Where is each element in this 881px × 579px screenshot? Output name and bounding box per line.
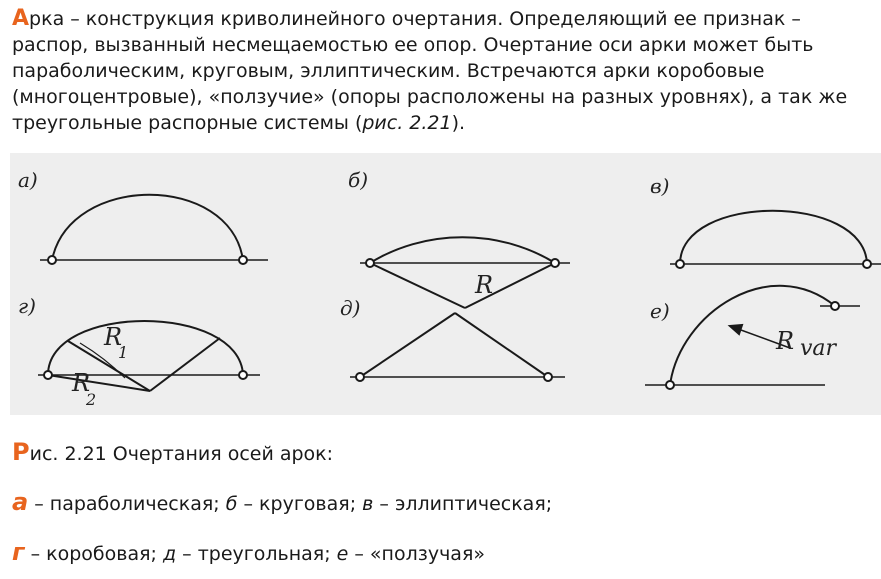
legend-d-letter: д (162, 543, 177, 565)
legend-a-text: – параболическая; (28, 493, 226, 515)
figure-caption (12, 439, 333, 467)
legend-b-text: – круговая; (237, 493, 363, 515)
label-g: г) (18, 294, 36, 318)
legend-b-letter: б (225, 493, 238, 515)
legend-line-1 (12, 488, 552, 518)
radius2-sub: 2 (86, 390, 97, 409)
intro-paragraph (12, 6, 878, 136)
legend-v-text: – эллиптическая; (373, 493, 553, 515)
label-a: а) (18, 168, 38, 192)
rvar-label: R (776, 327, 795, 355)
legend-e-letter: е (336, 543, 349, 565)
label-v: в) (650, 174, 670, 198)
rvar-sub: var (800, 336, 837, 361)
radius1-label: R (104, 323, 123, 351)
radius-label: R (475, 271, 494, 299)
legend-a-letter: а (12, 488, 29, 516)
legend-e-text: – «ползучая» (348, 543, 486, 565)
intro-text-end: ). (451, 112, 466, 134)
label-d: д) (340, 296, 361, 320)
figure-reference: рис. 2.21 (362, 112, 452, 134)
caption-text: ис. 2.21 Очертания осей арок: (29, 443, 334, 465)
label-b: б) (348, 168, 369, 192)
legend-line-2 (12, 538, 485, 568)
radius1-sub: 1 (118, 343, 129, 362)
legend-g-text: – коробовая; (24, 543, 163, 565)
arch-figure (10, 153, 881, 415)
caption-drop-letter: Р (12, 438, 30, 466)
intro-text: рка – конструкция криволинейного очертания. Определяющий ее признак – распор, вызванный несмещаемостью ее опор. Очертание оси арки может быть параболическим, круговым, эллиптическим. Встречаются арки коробовые (многоцентровые), «ползучие» (опоры расположены на разных уровнях), а так же треугольные распорные системы ( (12, 8, 848, 134)
legend-g-letter: г (12, 538, 25, 566)
intro-drop-letter: А (12, 6, 30, 31)
label-e: е) (650, 299, 670, 323)
legend-d-text: – треугольная; (176, 543, 337, 565)
legend-v-letter: в (362, 493, 374, 515)
radius2-label: R (72, 369, 91, 397)
